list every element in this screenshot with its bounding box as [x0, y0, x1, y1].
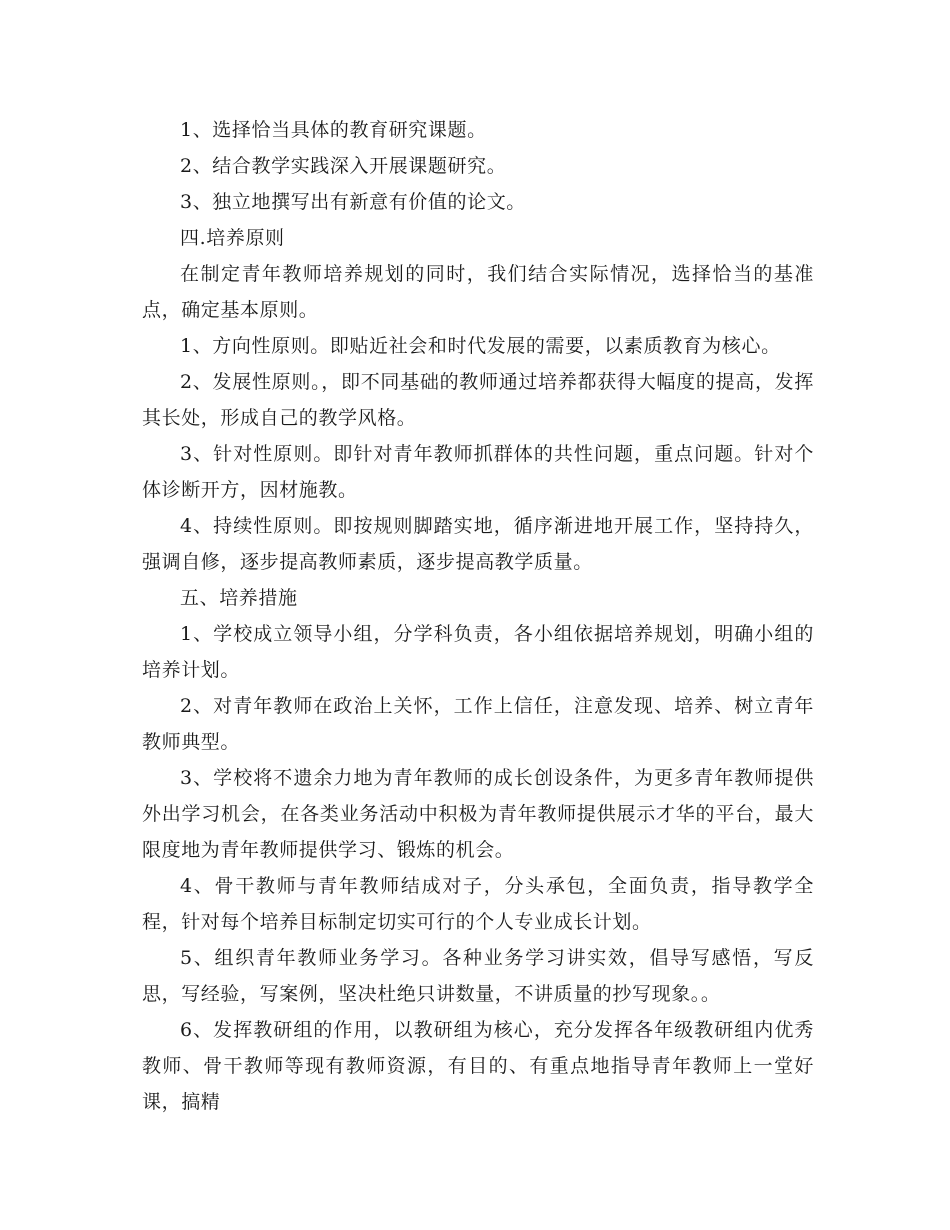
paragraph-measure-2: 2、对青年教师在政治上关怀，工作上信任，注意发现、培养、树立青年教师典型。 [142, 695, 814, 753]
paragraph-goal-1: 1、选择恰当具体的教育研究课题。 [180, 119, 487, 141]
document-body [142, 112, 814, 1120]
paragraph-principle-2: 2、发展性原则。，即不同基础的教师通过培养都获得大幅度的提高，发挥其长处，形成自己的教学风格。 [142, 371, 814, 429]
paragraph-goal-2: 2、结合教学实践深入开展课题研究。 [180, 155, 507, 177]
paragraph-goal-3: 3、独立地撰写出有新意有价值的论文。 [180, 191, 526, 213]
section-heading-principles: 四.培养原则 [180, 227, 285, 249]
paragraph-measure-3: 3、学校将不遗余力地为青年教师的成长创设条件，为更多青年教师提供外出学习机会，在各类业务活动中积极为青年教师提供展示才华的平台，最大限度地为青年教师提供学习、锻炼的机会。 [142, 767, 814, 861]
paragraph-principle-1: 1、方向性原则。即贴近社会和时代发展的需要，以素质教育为核心。 [180, 335, 781, 357]
paragraph-principles-intro: 在制定青年教师培养规划的同时，我们结合实际情况，选择恰当的基准点，确定基本原则。 [142, 263, 814, 321]
paragraph-measure-1: 1、学校成立领导小组，分学科负责，各小组依据培养规划，明确小组的培养计划。 [142, 623, 814, 681]
paragraph-principle-3: 3、针对性原则。即针对青年教师抓群体的共性问题，重点问题。针对个体诊断开方，因材施教。 [142, 443, 814, 501]
paragraph-principle-4: 4、持续性原则。即按规则脚踏实地，循序渐进地开展工作，坚持持久，强调自修，逐步提高教师素质，逐步提高教学质量。 [142, 515, 814, 573]
paragraph-measure-4: 4、骨干教师与青年教师结成对子，分头承包，全面负责，指导教学全程，针对每个培养目标制定切实可行的个人专业成长计划。 [142, 875, 814, 933]
section-heading-measures: 五、培养措施 [180, 587, 298, 609]
paragraph-measure-5: 5、组织青年教师业务学习。各种业务学习讲实效，倡导写感悟，写反思，写经验，写案例，坚决杜绝只讲数量，不讲质量的抄写现象。。 [142, 947, 814, 1005]
paragraph-measure-6: 6、发挥教研组的作用，以教研组为核心，充分发挥各年级教研组内优秀教师、骨干教师等现有教师资源，有目的、有重点地指导青年教师上一堂好课，搞精 [142, 1019, 814, 1113]
